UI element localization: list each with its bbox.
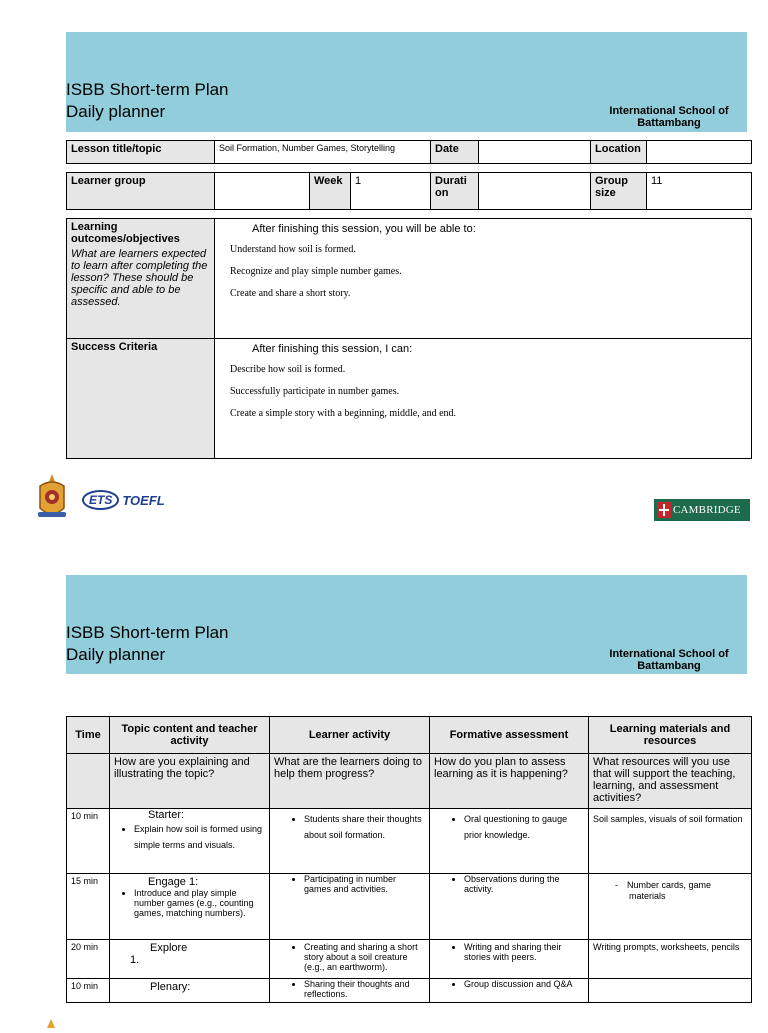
learner-group-value[interactable]: [215, 173, 310, 210]
outcome-item: Understand how soil is formed.: [230, 244, 356, 255]
row-assessment-text: • Group discussion and Q&A: [464, 979, 584, 989]
row-learner-text: • Sharing their thoughts and reflections.: [304, 979, 425, 999]
guide-resources: What resources will you use that will support the teaching, learning, and assessment activities?: [589, 754, 752, 809]
row-teacher[interactable]: [110, 809, 270, 874]
row-assessment[interactable]: [430, 940, 589, 979]
page-title-2: [66, 622, 229, 666]
row-teacher[interactable]: [110, 874, 270, 940]
row-stage: Engage 1:: [148, 876, 199, 888]
row-assessment-text: • Oral questioning to gauge prior knowledge.: [464, 811, 584, 843]
title-line2: Daily planner: [66, 645, 166, 664]
guide-time: [67, 754, 110, 809]
row-assessment-text: • Writing and sharing their stories with peers.: [464, 942, 584, 962]
outcome-item: Create and share a short story.: [230, 288, 351, 299]
date-label: Date: [431, 141, 479, 164]
row-assessment[interactable]: [430, 809, 589, 874]
row-stage: Plenary:: [150, 981, 191, 993]
success-content[interactable]: [215, 339, 752, 459]
location-value[interactable]: [647, 141, 752, 164]
row-time[interactable]: 10 min: [67, 809, 110, 874]
col-header-time: Time: [67, 717, 110, 754]
col-header-topic: Topic content and teacher activity: [110, 717, 270, 754]
row-resources[interactable]: [589, 874, 752, 940]
row-learner[interactable]: [270, 874, 430, 940]
success-item: Create a simple story with a beginning, middle, and end.: [230, 408, 457, 419]
objectives-table: [66, 218, 752, 459]
date-value[interactable]: [479, 141, 591, 164]
group-size-value[interactable]: 11: [647, 173, 752, 210]
outcomes-note: What are learners expected to learn after completing the lesson? These should be specific and able to be assessed.: [71, 248, 208, 308]
group-info-table: [66, 172, 752, 210]
row-learner[interactable]: [270, 809, 430, 874]
table-row: [67, 809, 752, 874]
week-label: Week: [310, 173, 351, 210]
row-teacher-text: • Explain how soil is formed using simple terms and visuals.: [134, 821, 265, 853]
row-assessment-text: • Observations during the activity.: [464, 874, 584, 894]
header-banner-2: [66, 575, 747, 674]
success-intro: After finishing this session, I can:: [252, 343, 413, 355]
row-resources[interactable]: Soil samples, visuals of soil formation: [589, 809, 752, 874]
cambridge-logo: [654, 499, 750, 521]
title-line2: Daily planner: [66, 102, 166, 121]
success-item: Successfully participate in number games.: [230, 386, 400, 397]
location-label: Location: [591, 141, 647, 164]
row-teacher[interactable]: [110, 940, 270, 979]
ets-toefl-logo: [82, 488, 165, 512]
row-learner-text: • Creating and sharing a short story about a soil creature (e.g., an earthworm).: [304, 942, 425, 972]
title-line1: ISBB Short-term Plan: [66, 623, 229, 642]
row-learner[interactable]: [270, 940, 430, 979]
row-time[interactable]: 15 min: [67, 874, 110, 940]
toefl-logo: TOEFL: [122, 492, 165, 508]
guide-assessment: How do you plan to assess learning as it is happening?: [430, 754, 589, 809]
guide-learner: What are the learners doing to help them progress?: [270, 754, 430, 809]
row-learner-text: • Students share their thoughts about soil formation.: [304, 811, 425, 843]
duration-label: Durati on: [431, 173, 479, 210]
lesson-value[interactable]: Soil Formation, Number Games, Storytelling: [215, 141, 431, 164]
learner-group-label: Learner group: [67, 173, 215, 210]
col-header-resources: Learning materials and resources: [589, 717, 752, 754]
table-row: [67, 874, 752, 940]
school-name-2: International School of Battambang: [609, 648, 729, 672]
school-crest-icon-partial: [46, 1015, 56, 1024]
table-row: [67, 940, 752, 979]
lesson-label: Lesson title/topic: [67, 141, 215, 164]
row-stage: Explore: [150, 942, 188, 954]
row-assessment[interactable]: [430, 979, 589, 1003]
outcomes-intro: After finishing this session, you will be able to:: [252, 223, 476, 235]
row-learner-text: • Participating in number games and activities.: [304, 874, 425, 894]
group-size-label: Group size: [591, 173, 647, 210]
row-stage: Starter:: [148, 809, 185, 821]
row-teacher-text: • Introduce and play simple number games (e.g., counting games, matching numbers).: [134, 888, 265, 918]
title-line1: ISBB Short-term Plan: [66, 80, 229, 99]
outcomes-label: Learning outcomes/objectives: [71, 221, 180, 245]
col-header-learner: Learner activity: [270, 717, 430, 754]
school-name: International School of Battambang: [609, 105, 729, 129]
page-title: [66, 79, 229, 123]
guide-topic: How are you explaining and illustrating the topic?: [110, 754, 270, 809]
school-crest-icon: [34, 472, 70, 522]
lesson-info-table: [66, 140, 752, 164]
row-resources[interactable]: [589, 979, 752, 1003]
row-resources-text: - Number cards, game materials: [629, 880, 747, 902]
duration-value[interactable]: [479, 173, 591, 210]
cambridge-text: CAMBRIDGE: [673, 504, 741, 516]
row-learner[interactable]: [270, 979, 430, 1003]
row-time[interactable]: 10 min: [67, 979, 110, 1003]
week-value[interactable]: 1: [351, 173, 431, 210]
col-header-assessment: Formative assessment: [430, 717, 589, 754]
success-item: Describe how soil is formed.: [230, 364, 346, 375]
outcomes-label-cell: [67, 219, 215, 339]
success-label-cell: [67, 339, 215, 459]
lesson-plan-table: [66, 716, 752, 1003]
ets-logo: ETS: [82, 490, 119, 510]
header-banner: [66, 32, 747, 132]
outcomes-content[interactable]: [215, 219, 752, 339]
success-label: Success Criteria: [71, 341, 158, 353]
cambridge-shield-icon: [657, 502, 671, 518]
row-time[interactable]: 20 min: [67, 940, 110, 979]
row-assessment[interactable]: [430, 874, 589, 940]
table-row: [67, 979, 752, 1003]
row-teacher[interactable]: [110, 979, 270, 1003]
row-teacher-text: 1.: [130, 954, 140, 966]
row-resources[interactable]: Writing prompts, worksheets, pencils: [589, 940, 752, 979]
outcome-item: Recognize and play simple number games.: [230, 266, 402, 277]
